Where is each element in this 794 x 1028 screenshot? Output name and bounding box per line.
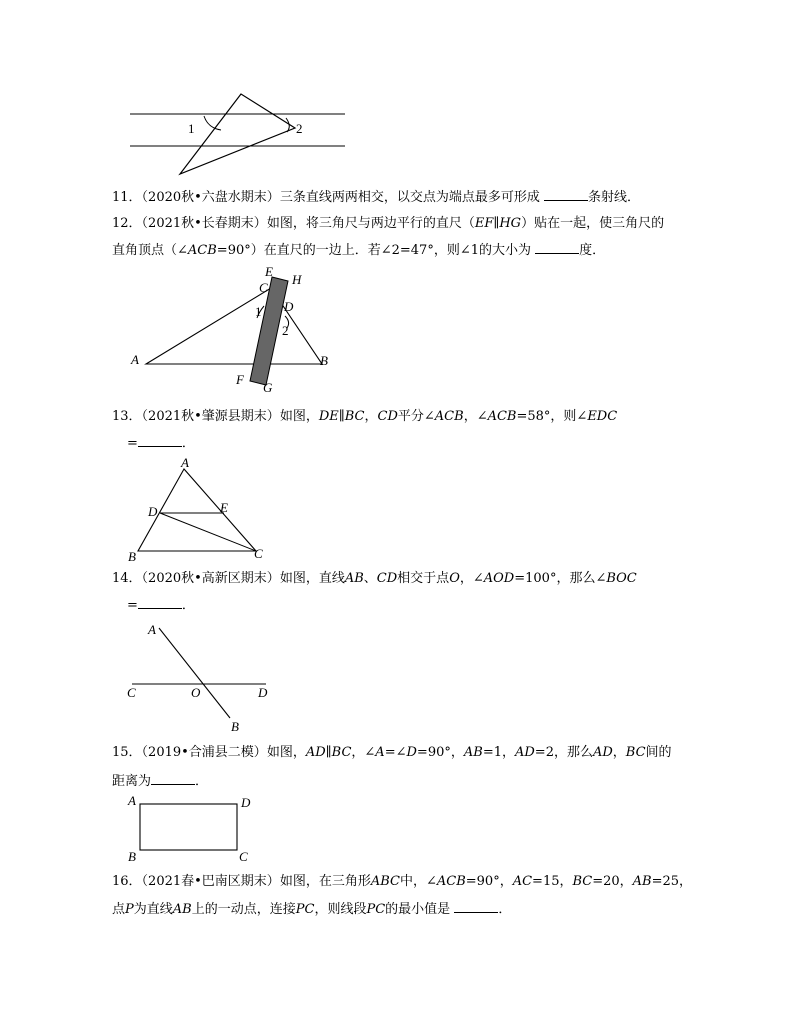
q16-source: （2021春•巴南区期末） [141,874,280,889]
q16-math: AB [172,902,192,917]
label-C: C [127,685,136,700]
q13-source: （2021秋•肇源县期末） [141,409,280,424]
q13-answer-blank[interactable] [138,432,182,447]
q16-text: 上的一动点，连接 [191,902,296,917]
q15-math: AD [514,745,535,760]
q14-math: CD [376,571,398,586]
q12-text: 如图，将三角尺与两边平行的直尺（ [266,216,475,231]
q15-answer-blank[interactable] [151,770,195,785]
q16-math: PC [295,902,315,917]
question-12-line-1 [112,213,664,235]
question-16-line-2 [112,898,511,921]
label-O: O [191,685,201,700]
q16-text: 为直线 [133,902,173,917]
q15-text: ，∠ [351,745,376,760]
q12-source: （2021秋•长春期末） [141,216,267,231]
q13-text: ，∠ [463,409,488,424]
q15-text: =90°， [416,745,464,760]
q13-text: 如图， [279,409,319,424]
question-14-line-1 [112,568,637,590]
q11-source: （2020秋•六盘水期末） [141,190,280,205]
question-14-line-2 [127,594,195,617]
figure-intersecting-lines [122,618,282,736]
q13-math: DE∥BC [318,409,365,424]
q14-text: ． [181,598,195,613]
q13-math: ACB [434,409,464,424]
label-B: B [320,353,328,368]
q14-source: （2020秋•高新区期末） [141,571,280,586]
angle-label-2: 2 [282,323,289,338]
label-F: F [236,372,244,387]
label-A: A [181,455,189,470]
label-A: A [128,793,136,808]
figure-ruler-triangle [125,262,345,392]
q16-text: ，则线段 [314,902,367,917]
q12-text: ）贴在一起，使三角尺的 [521,216,665,231]
q15-text: =1， [482,745,515,760]
q16-text: 的最小值是 [385,902,455,917]
q14-text: =100°，那么∠ [514,571,607,586]
q16-answer-blank[interactable] [454,898,498,913]
q15-text: ， [612,745,626,760]
q14-text: 、 [363,571,377,586]
fig10-label-2: 2 [296,121,303,136]
q15-text: 如图， [266,745,306,760]
label-A: A [131,352,139,367]
q14-math: O [449,571,460,586]
question-15-line-2 [112,770,208,793]
q14-math: AOD [483,571,515,586]
q15-math: BC [625,745,646,760]
q11-text-before: 三条直线两两相交，以交点为端点最多可形成 [279,190,544,205]
q16-math: AC [512,874,533,889]
label-C: C [254,546,263,561]
q16-text: =90°， [465,874,513,889]
label-A: A [148,622,156,637]
label-G: G [263,380,273,392]
q14-text: 相交于点 [397,571,450,586]
q13-text: 平分∠ [397,409,435,424]
label-B: B [128,849,136,864]
q12-number: 12． [112,216,142,231]
q12-text: =90°）在直尺的一边上．若∠2=47°，则∠1的大小为 [216,243,536,258]
q13-text: ． [181,436,195,451]
q14-math: BOC [606,571,637,586]
label-B: B [128,549,136,564]
q16-math: ACB [436,874,466,889]
q11-answer-blank[interactable] [544,186,588,201]
q14-text: 如图，直线 [279,571,345,586]
label-C: C [259,280,268,295]
q16-number: 16． [112,874,142,889]
q16-text: 点 [112,902,126,917]
label-D: D [258,685,268,700]
q13-text: = [127,436,138,451]
q16-math: PC [366,902,386,917]
question-15-line-1 [112,742,672,764]
label-H: H [292,272,302,287]
figure-parallel-triangle [120,88,360,180]
question-12-line-2 [112,239,605,262]
q11-text-after: 条射线． [587,190,640,205]
q15-text: =∠ [384,745,407,760]
q12-math: EF∥HG [474,216,522,231]
q15-text: ． [195,774,209,789]
q15-math: A [375,745,385,760]
label-E: E [220,500,228,515]
q15-text: =2，那么 [534,745,593,760]
figure-triangle-parallel [126,455,276,565]
q16-text: ． [498,902,512,917]
q14-math: AB [344,571,364,586]
q15-source: （2019•合浦县二模） [141,745,267,760]
q15-text: 间的 [645,745,672,760]
question-11 [112,186,640,209]
q16-math: P [125,902,134,917]
label-E: E [265,264,273,279]
figure-rectangle [124,792,264,864]
q16-text: =15， [532,874,573,889]
q12-answer-blank[interactable] [535,239,579,254]
q16-text: =25， [651,874,693,889]
question-13-line-2 [127,432,195,455]
q12-text: 直角顶点（∠ [112,243,188,258]
q15-math: AD∥BC [305,745,352,760]
q16-math: AB [632,874,652,889]
q15-number: 15． [112,745,142,760]
q13-math: CD [377,409,398,424]
angle-label-1: 1 [255,304,262,319]
label-D: D [241,795,251,810]
q15-math: D [406,745,417,760]
q16-math: ABC [370,874,400,889]
q12-math: ACB [187,243,217,258]
q15-math: AD [592,745,613,760]
label-D: D [148,504,158,519]
q11-number: 11． [112,190,142,205]
question-16-line-1 [112,871,692,893]
label-C: C [239,849,248,864]
q13-text: =58°，则∠ [516,409,588,424]
q12-text: 度． [579,243,606,258]
q14-text: ，∠ [459,571,484,586]
question-13-line-1 [112,406,617,428]
label-D: D [284,299,294,314]
q16-text: 如图，在三角形 [279,874,371,889]
q13-number: 13． [112,409,142,424]
q14-text: = [127,598,138,613]
q13-text: ， [364,409,378,424]
q16-text: =20， [592,874,633,889]
q14-answer-blank[interactable] [138,594,182,609]
q15-math: AB [463,745,483,760]
q13-math: EDC [587,409,618,424]
q16-text: 中，∠ [399,874,437,889]
q14-number: 14． [112,571,142,586]
q15-text: 距离为 [112,774,152,789]
q16-math: BC [572,874,593,889]
fig10-label-1: 1 [188,121,195,136]
label-B: B [231,719,239,734]
q13-math: ACB [487,409,517,424]
